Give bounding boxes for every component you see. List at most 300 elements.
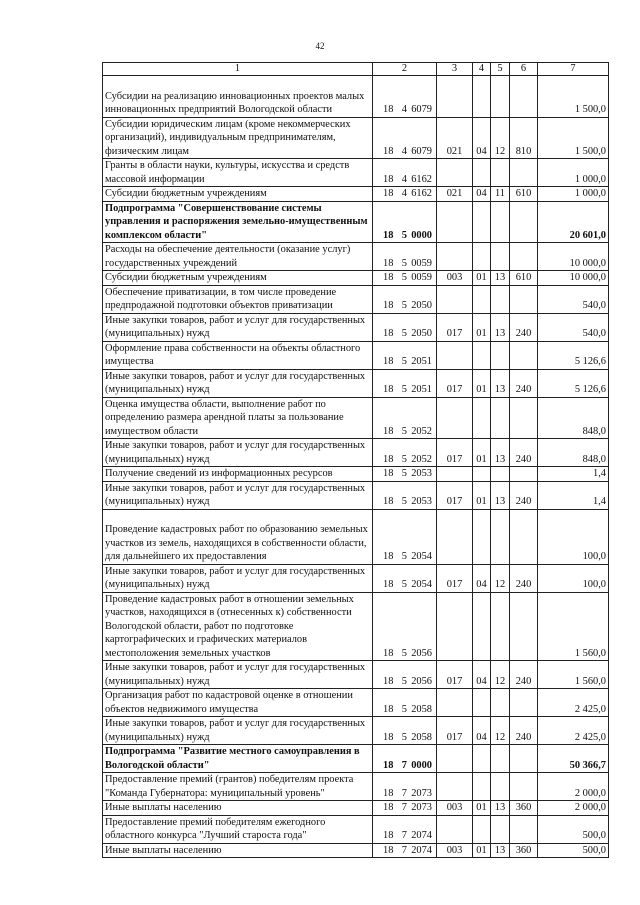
row-col3: 021 [437,117,473,159]
row-col6: 240 [510,313,538,341]
table-row [103,313,609,341]
code-part: 5 [401,468,407,479]
row-amount: 2 425,0 [538,717,609,745]
row-col4 [473,159,491,187]
row-col4 [473,773,491,801]
row-col3: 017 [437,369,473,397]
row-code [373,801,437,816]
code-parts [375,425,434,439]
row-col5 [491,341,510,369]
table-row [103,201,609,243]
row-amount: 1 560,0 [538,661,609,689]
row-col3 [437,76,473,118]
row-col4: 01 [473,801,491,816]
code-part: 4 [401,188,407,199]
row-col5 [491,285,510,313]
row-name: Предоставление премий (грантов) победителям проекта "Команда Губернатора: муниципальный уровень" [103,773,373,801]
row-code [373,661,437,689]
code-part: 7 [401,830,407,841]
row-amount: 848,0 [538,439,609,467]
code-parts [375,675,434,689]
table-row [103,76,609,118]
row-col6: 360 [510,843,538,858]
header-cell: 4 [473,63,491,76]
table-row [103,843,609,858]
row-col3 [437,509,473,564]
row-col5: 12 [491,717,510,745]
row-code [373,369,437,397]
code-parts [375,829,434,843]
code-part: 18 [383,647,394,659]
header-row [103,63,609,76]
header-cell: 6 [510,63,538,76]
row-col5 [491,592,510,661]
code-part: 5 [401,496,407,507]
row-col6 [510,159,538,187]
row-col3: 003 [437,801,473,816]
code-part: 18 [383,759,394,771]
code-part: 2058 [411,703,432,715]
row-col4 [473,341,491,369]
row-amount: 2 425,0 [538,689,609,717]
row-amount: 10 000,0 [538,243,609,271]
row-col5: 13 [491,369,510,397]
code-part: 7 [401,844,407,856]
code-part: 5 [401,647,407,659]
row-col4: 04 [473,117,491,159]
row-col6: 240 [510,481,538,509]
table-row [103,564,609,592]
row-code [373,467,437,482]
row-name: Организация работ по кадастровой оценке в отношении объектов недвижимого имущества [103,689,373,717]
row-amount: 100,0 [538,509,609,564]
row-col3 [437,815,473,843]
row-code [373,117,437,159]
row-col3 [437,397,473,439]
row-col3 [437,689,473,717]
row-col5: 11 [491,187,510,202]
row-amount: 500,0 [538,815,609,843]
row-code [373,773,437,801]
row-col6: 240 [510,564,538,592]
row-col5 [491,201,510,243]
code-part: 5 [401,703,407,715]
code-parts [375,103,434,117]
row-name: Подпрограмма "Совершенствование системы управления и распоряжения земельно-имущественным комплексом области" [103,201,373,243]
row-code [373,481,437,509]
row-code [373,159,437,187]
row-col6 [510,509,538,564]
code-part: 18 [383,257,394,269]
code-parts [375,578,434,592]
code-parts [375,495,434,509]
code-part: 18 [383,425,394,437]
code-part: 18 [383,703,394,715]
code-part: 2056 [411,647,432,659]
row-col5: 12 [491,564,510,592]
row-col4 [473,201,491,243]
row-name: Иные закупки товаров, работ и услуг для государственных (муниципальных) нужд [103,313,373,341]
row-code [373,76,437,118]
row-col3 [437,285,473,313]
code-part: 18 [383,551,394,562]
code-parts [375,327,434,341]
row-col6: 240 [510,439,538,467]
code-parts [375,355,434,369]
code-part: 2056 [411,675,432,687]
row-code [373,843,437,858]
code-part: 5 [401,675,407,687]
table-row [103,369,609,397]
row-col4: 01 [473,369,491,397]
row-col3: 017 [437,661,473,689]
header-cell: 5 [491,63,510,76]
code-part: 2050 [411,300,432,311]
code-parts [375,453,434,467]
row-code [373,815,437,843]
code-parts [375,759,434,773]
row-name: Получение сведений из информационных ресурсов [103,467,373,482]
row-col3: 017 [437,717,473,745]
row-col5 [491,397,510,439]
row-col6: 610 [510,271,538,286]
code-part: 0059 [411,257,432,269]
row-col6 [510,815,538,843]
code-part: 2054 [411,579,432,590]
code-parts [375,467,434,481]
row-col5 [491,745,510,773]
code-parts [375,271,434,285]
row-amount: 848,0 [538,397,609,439]
row-col4: 04 [473,564,491,592]
row-col3: 003 [437,843,473,858]
code-part: 7 [401,759,407,771]
row-code [373,439,437,467]
row-col4 [473,509,491,564]
code-part: 5 [401,551,407,562]
row-col4 [473,243,491,271]
row-name: Проведение кадастровых работ в отношении земельных участков, находящихся в (отнесенных к) собственности Вологодской области, работ по подготовке картографических и графических материалов местоположения земельных участков [103,592,373,661]
row-name: Иные закупки товаров, работ и услуг для государственных (муниципальных) нужд [103,369,373,397]
code-part: 0059 [411,272,432,283]
row-name: Субсидии на реализацию инновационных проектов малых инновационных предприятий Вологодской области [103,76,373,118]
row-col6: 610 [510,187,538,202]
code-part: 5 [401,425,407,437]
row-code [373,745,437,773]
code-part: 5 [401,384,407,395]
code-part: 18 [383,173,394,185]
table-row [103,439,609,467]
table-row [103,661,609,689]
row-amount: 2 000,0 [538,801,609,816]
code-part: 5 [401,229,407,241]
row-col6 [510,773,538,801]
row-col5: 13 [491,271,510,286]
code-part: 4 [401,145,407,157]
row-col6 [510,285,538,313]
code-part: 18 [383,328,394,339]
code-part: 2058 [411,731,432,743]
row-col5 [491,509,510,564]
row-col3: 017 [437,313,473,341]
code-parts [375,173,434,187]
row-amount: 1 500,0 [538,76,609,118]
row-col4 [473,745,491,773]
row-name: Иные выплаты населению [103,843,373,858]
table-row [103,341,609,369]
code-part: 18 [383,731,394,743]
row-name: Субсидии юридическим лицам (кроме некоммерческих организаций), индивидуальным предпринимателям, физическим лицам [103,117,373,159]
row-col6 [510,745,538,773]
code-part: 6079 [411,145,432,157]
code-parts [375,801,434,815]
row-amount: 540,0 [538,313,609,341]
code-part: 2051 [411,384,432,395]
row-name: Иные закупки товаров, работ и услуг для государственных (муниципальных) нужд [103,661,373,689]
row-col6 [510,76,538,118]
code-parts [375,145,434,159]
row-col5: 13 [491,439,510,467]
row-name: Субсидии бюджетным учреждениям [103,187,373,202]
code-part: 18 [383,468,394,479]
code-part: 18 [383,787,394,799]
row-col3 [437,467,473,482]
table-row [103,243,609,271]
row-name: Иные закупки товаров, работ и услуг для государственных (муниципальных) нужд [103,717,373,745]
row-amount: 540,0 [538,285,609,313]
code-part: 6079 [411,104,432,115]
table-row [103,117,609,159]
header-cell: 2 [373,63,437,76]
code-parts [375,731,434,745]
row-col4 [473,76,491,118]
table-row [103,592,609,661]
row-col5 [491,243,510,271]
code-part: 7 [401,787,407,799]
code-part: 18 [383,384,394,395]
header-cell: 3 [437,63,473,76]
row-col4 [473,815,491,843]
code-part: 18 [383,272,394,283]
code-part: 2074 [411,830,432,841]
code-part: 5 [401,453,407,465]
code-part: 6162 [411,188,432,199]
row-col5: 12 [491,661,510,689]
code-part: 2053 [411,468,432,479]
code-part: 2052 [411,453,432,465]
row-name: Обеспечение приватизации, в том числе проведение предпродажной подготовки объектов приватизации [103,285,373,313]
row-name: Субсидии бюджетным учреждениям [103,271,373,286]
code-part: 18 [383,229,394,241]
row-name: Гранты в области науки, культуры, искусства и средств массовой информации [103,159,373,187]
table-row [103,745,609,773]
row-amount: 1 500,0 [538,117,609,159]
code-part: 4 [401,173,407,185]
row-col6 [510,341,538,369]
row-amount: 1 560,0 [538,592,609,661]
code-part: 18 [383,453,394,465]
table-row [103,187,609,202]
code-parts [375,844,434,858]
code-part: 18 [383,188,394,199]
row-col6 [510,243,538,271]
code-part: 18 [383,675,394,687]
row-amount: 50 366,7 [538,745,609,773]
code-part: 5 [401,579,407,590]
row-code [373,689,437,717]
row-col4 [473,467,491,482]
row-col5 [491,815,510,843]
row-code [373,271,437,286]
code-part: 18 [383,830,394,841]
row-col5 [491,159,510,187]
row-col6 [510,689,538,717]
row-col3 [437,341,473,369]
row-col3: 021 [437,187,473,202]
code-part: 18 [383,844,394,856]
row-col3 [437,243,473,271]
code-part: 2052 [411,425,432,437]
code-part: 5 [401,328,407,339]
budget-table [102,62,609,858]
row-col3: 017 [437,564,473,592]
code-part: 0000 [411,759,432,771]
code-part: 2073 [411,802,432,813]
row-col3 [437,592,473,661]
row-amount: 10 000,0 [538,271,609,286]
code-part: 2074 [411,844,432,856]
row-col3 [437,201,473,243]
code-parts [375,703,434,717]
row-code [373,187,437,202]
row-col5 [491,773,510,801]
row-col6: 240 [510,369,538,397]
row-code [373,313,437,341]
row-col3 [437,745,473,773]
row-amount: 100,0 [538,564,609,592]
row-col6: 240 [510,717,538,745]
row-col5: 13 [491,481,510,509]
row-col3: 003 [437,271,473,286]
table-row [103,481,609,509]
row-name: Иные закупки товаров, работ и услуг для государственных (муниципальных) нужд [103,481,373,509]
row-name: Проведение кадастровых работ по образованию земельных участков из земель, находящихся в собственности области, для дальнейшего их предоставления [103,509,373,564]
row-amount: 500,0 [538,843,609,858]
row-col4: 01 [473,313,491,341]
row-name: Предоставление премий победителям ежегодного областного конкурса "Лучший староста года" [103,815,373,843]
row-amount: 20 601,0 [538,201,609,243]
code-parts [375,299,434,313]
row-col4 [473,689,491,717]
code-part: 18 [383,802,394,813]
row-col6 [510,397,538,439]
row-name: Подпрограмма "Развитие местного самоуправления в Вологодской области" [103,745,373,773]
row-code [373,592,437,661]
row-code [373,509,437,564]
row-code [373,397,437,439]
code-part: 2053 [411,496,432,507]
table-row [103,815,609,843]
code-parts [375,787,434,801]
row-col5: 13 [491,313,510,341]
row-col3: 017 [437,481,473,509]
code-parts [375,187,434,201]
row-code [373,243,437,271]
table-row [103,689,609,717]
table-row [103,467,609,482]
row-col3 [437,773,473,801]
row-col4: 04 [473,661,491,689]
code-part: 5 [401,300,407,311]
code-part: 2051 [411,356,432,367]
row-col5: 13 [491,801,510,816]
code-part: 18 [383,145,394,157]
row-col4: 04 [473,717,491,745]
row-col4: 01 [473,843,491,858]
code-part: 2073 [411,787,432,799]
row-col4: 01 [473,481,491,509]
row-col6: 810 [510,117,538,159]
code-part: 18 [383,356,394,367]
row-col3: 017 [437,439,473,467]
code-parts [375,647,434,661]
code-part: 4 [401,104,407,115]
row-amount: 5 126,6 [538,369,609,397]
table-row [103,509,609,564]
code-part: 0000 [411,229,432,241]
table-row [103,773,609,801]
row-code [373,341,437,369]
code-parts [375,550,434,564]
page-number: 42 [315,41,325,51]
code-parts [375,229,434,243]
row-amount: 1 000,0 [538,187,609,202]
row-col4 [473,592,491,661]
code-part: 6162 [411,173,432,185]
row-col3 [437,159,473,187]
row-col5: 12 [491,117,510,159]
table-row [103,801,609,816]
code-part: 5 [401,356,407,367]
row-name: Расходы на обеспечение деятельности (оказание услуг) государственных учреждений [103,243,373,271]
row-amount: 2 000,0 [538,773,609,801]
table-row [103,397,609,439]
row-col4 [473,397,491,439]
code-part: 18 [383,579,394,590]
row-amount: 1,4 [538,467,609,482]
table-row [103,717,609,745]
row-amount: 1,4 [538,481,609,509]
code-part: 18 [383,104,394,115]
code-part: 18 [383,300,394,311]
row-amount: 5 126,6 [538,341,609,369]
table-row [103,271,609,286]
code-part: 5 [401,257,407,269]
row-col5 [491,76,510,118]
code-parts [375,383,434,397]
row-name: Иные выплаты населению [103,801,373,816]
row-col5 [491,689,510,717]
row-code [373,564,437,592]
row-name: Иные закупки товаров, работ и услуг для государственных (муниципальных) нужд [103,564,373,592]
row-col4: 04 [473,187,491,202]
row-col4: 01 [473,439,491,467]
table-row [103,159,609,187]
code-part: 7 [401,802,407,813]
row-col6 [510,201,538,243]
row-code [373,285,437,313]
row-col4 [473,285,491,313]
